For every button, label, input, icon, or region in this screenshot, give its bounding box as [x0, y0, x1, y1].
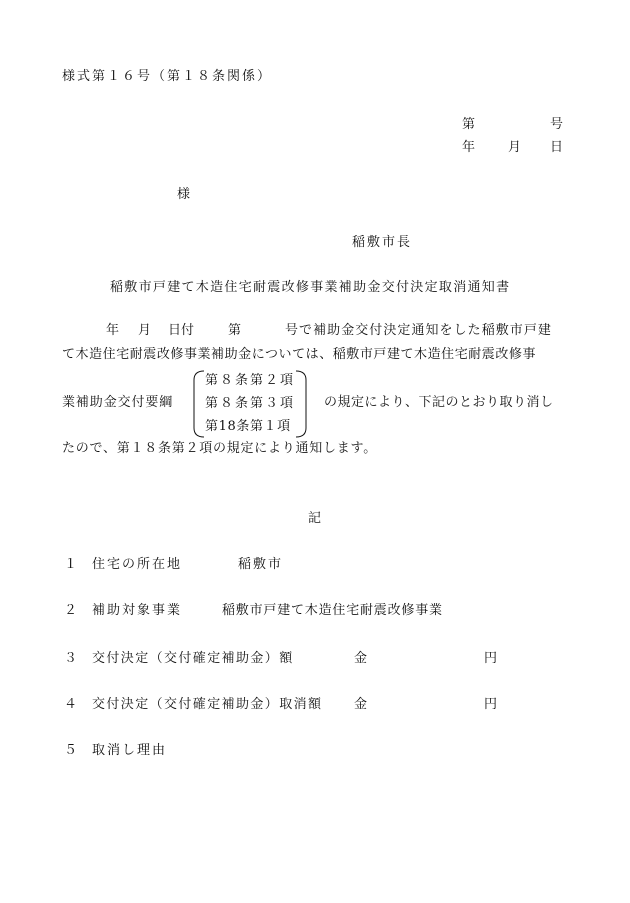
- body-line2: て木造住宅耐震改修事業補助金については、稲敷市戸建て木造住宅耐震改修事: [62, 347, 536, 362]
- item-4-label: 交付決定（交付確定補助金）取消額: [92, 697, 323, 712]
- item-2-value: 稲敷市戸建て木造住宅耐震改修事業: [222, 603, 443, 618]
- item-1-number: １: [64, 557, 78, 572]
- item-2-label: 補助対象事業: [92, 603, 183, 618]
- date-day: 日: [550, 140, 564, 155]
- body-line3-suffix: の規定により、下記のとおり取り消し: [324, 395, 554, 410]
- item-5-number: ５: [64, 743, 78, 758]
- body-month: 月: [138, 323, 152, 338]
- issuer: 稲敷市長: [352, 235, 413, 250]
- option-1: 第８条第２項: [205, 373, 296, 388]
- item-3-label: 交付決定（交付確定補助金）額: [92, 651, 294, 666]
- item-4-unit: 円: [484, 697, 498, 712]
- item-2-number: ２: [64, 603, 78, 618]
- body-line3-prefix: 業補助金交付要綱: [62, 395, 174, 410]
- body-no-prefix: 第: [228, 323, 242, 338]
- document-title: 稲敷市戸建て木造住宅耐震改修事業補助金交付決定取消通知書: [110, 280, 511, 295]
- item-1-value: 稲敷市: [238, 557, 284, 572]
- doc-number-suffix: 号: [550, 117, 564, 132]
- item-3-unit: 円: [484, 651, 498, 666]
- option-3: 第18条第１項: [205, 419, 291, 434]
- body-year: 年: [106, 323, 120, 338]
- item-4-number: ４: [64, 697, 78, 712]
- option-2: 第８条第３項: [205, 396, 296, 411]
- item-3-value: 金: [354, 651, 368, 666]
- date-year: 年: [462, 140, 476, 155]
- body-line1-text: 号で補助金交付決定通知をした稲敷市戸建: [285, 323, 552, 338]
- body-date-suffix: 日付: [168, 323, 195, 338]
- item-1-label: 住宅の所在地: [92, 557, 183, 572]
- item-3-number: ３: [64, 651, 78, 666]
- right-bracket: [290, 370, 310, 438]
- form-number: 様式第１６号（第１８条関係）: [62, 69, 273, 84]
- ki-heading: 記: [308, 511, 322, 526]
- body-line4: たので、第１８条第２項の規定により通知します。: [62, 441, 377, 456]
- date-month: 月: [508, 140, 522, 155]
- item-4-value: 金: [354, 697, 368, 712]
- addressee-suffix: 様: [177, 187, 191, 202]
- item-5-label: 取消し理由: [92, 743, 168, 758]
- doc-number-prefix: 第: [462, 117, 476, 132]
